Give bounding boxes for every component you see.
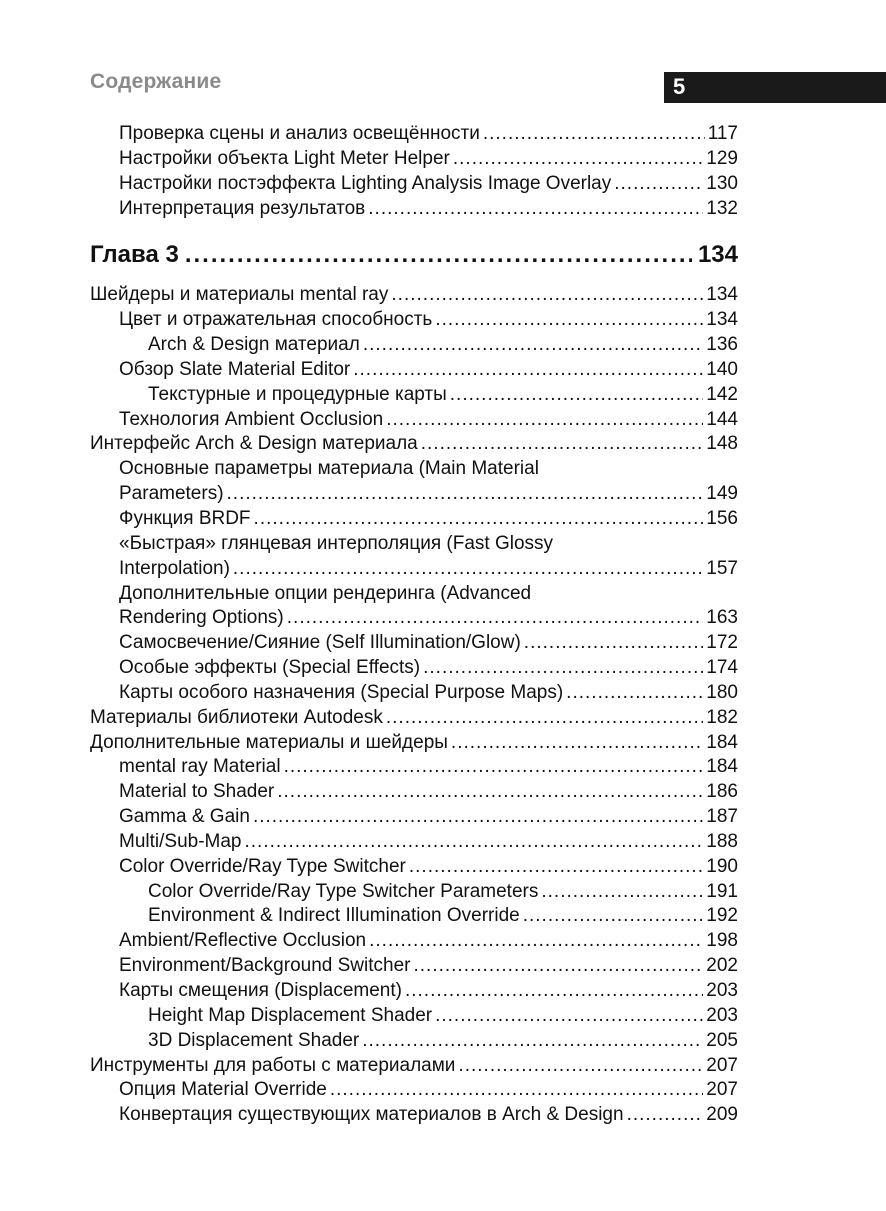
toc-entry <box>90 308 738 333</box>
dot-leader <box>185 232 692 278</box>
toc-entry-title: Функция BRDF <box>119 507 251 529</box>
toc-entry-page: 134 <box>706 309 738 331</box>
dot-leader <box>423 656 703 681</box>
toc-entry <box>90 656 738 681</box>
toc-section-previous <box>90 122 738 221</box>
toc-entry <box>90 954 738 979</box>
toc-entry-page: 148 <box>706 433 738 455</box>
toc-section-chapter <box>90 283 738 1128</box>
toc-entry-title: Color Override/Ray Type Switcher Parameters <box>148 880 539 902</box>
toc-entry-title: Дополнительные материалы и шейдеры <box>90 731 448 753</box>
dot-leader <box>405 979 703 1004</box>
toc-entry-page: 203 <box>706 980 738 1001</box>
toc-entry-page: 188 <box>706 830 738 852</box>
chapter-heading <box>90 232 738 278</box>
toc-entry <box>90 532 738 557</box>
dot-leader <box>277 780 703 805</box>
toc-entry-title: Опция Material Override <box>119 1079 327 1101</box>
toc-entry-page: 132 <box>706 197 738 219</box>
toc-entry-title: Инструменты для работы с материалами <box>90 1054 456 1076</box>
dot-leader <box>368 197 703 222</box>
dot-leader <box>483 122 705 147</box>
toc-entry-page: 207 <box>706 1079 738 1101</box>
toc-entry-page: 209 <box>706 1104 738 1126</box>
toc-entry <box>90 197 738 222</box>
toc-entry <box>90 1004 738 1029</box>
toc-entry <box>90 731 738 756</box>
chapter-title: Глава 3 <box>90 241 179 269</box>
toc-entry-title: Interpolation) <box>119 557 230 579</box>
toc-entry-title: Parameters) <box>119 483 224 505</box>
toc-entry-page: 207 <box>706 1054 738 1076</box>
toc-entry <box>90 1054 738 1079</box>
dot-leader <box>233 557 703 582</box>
toc-entry-title: Environment & Indirect Illumination Override <box>148 905 520 927</box>
toc-entry-page: 184 <box>706 731 738 753</box>
toc-entry-title: Arch & Design материал <box>148 334 360 356</box>
toc-entry-page: 134 <box>706 284 738 306</box>
dot-leader <box>627 1103 704 1128</box>
toc-entry-title: Интерпретация результатов <box>119 197 366 219</box>
toc-entry-page: 129 <box>706 147 738 169</box>
dot-leader <box>330 1078 703 1103</box>
toc-entry-page: 191 <box>706 880 738 902</box>
toc-entry <box>90 557 738 582</box>
dot-leader <box>450 383 704 408</box>
toc-entry-title: Обзор Slate Material Editor <box>119 358 351 380</box>
dot-leader <box>451 731 703 756</box>
toc-entry-title: Дополнительные опции рендеринга (Advanced <box>119 582 532 604</box>
dot-leader <box>254 507 704 532</box>
toc-entry-title: Gamma & Gain <box>119 806 250 828</box>
toc-entry <box>90 147 738 172</box>
table-of-contents <box>90 122 738 1128</box>
toc-entry <box>90 904 738 929</box>
toc-entry <box>90 1078 738 1103</box>
toc-entry <box>90 631 738 656</box>
toc-entry <box>90 333 738 358</box>
toc-entry <box>90 755 738 780</box>
toc-entry <box>90 507 738 532</box>
toc-entry <box>90 582 738 607</box>
toc-entry-title: Интерфейс Arch & Design материала <box>90 433 418 455</box>
toc-entry <box>90 432 738 457</box>
dot-leader <box>409 855 703 880</box>
page-number: 5 <box>673 74 686 99</box>
dot-leader <box>541 880 703 905</box>
toc-entry-page: 190 <box>706 855 738 877</box>
dot-leader <box>253 805 703 830</box>
toc-entry-title: Material to Shader <box>119 781 275 803</box>
dot-leader <box>284 755 704 780</box>
dot-leader <box>386 408 703 433</box>
toc-entry-title: Environment/Background Switcher <box>119 955 411 977</box>
toc-entry-page: 198 <box>706 930 738 952</box>
dot-leader <box>353 358 703 383</box>
toc-entry-title: Ambient/Reflective Occlusion <box>119 930 367 952</box>
toc-entry-page: 163 <box>706 607 738 629</box>
toc-entry-title: Настройки объекта Light Meter Helper <box>119 147 450 169</box>
toc-entry-title: Color Override/Ray Type Switcher <box>119 855 406 877</box>
toc-entry-title: Основные параметры материала (Main Material <box>119 458 539 480</box>
toc-entry-title: Rendering Options) <box>119 607 284 629</box>
toc-entry-title: «Быстрая» глянцевая интерполяция (Fast Glossy <box>119 532 554 554</box>
toc-entry-title: Цвет и отражательная способность <box>119 309 433 331</box>
toc-entry <box>90 408 738 433</box>
toc-entry <box>90 383 738 408</box>
toc-entry <box>90 1103 738 1128</box>
dot-leader <box>363 333 703 358</box>
chapter-page: 134 <box>697 241 738 269</box>
dot-leader <box>287 606 704 631</box>
toc-entry-page: 157 <box>706 557 738 579</box>
toc-entry <box>90 830 738 855</box>
toc-entry-page: 203 <box>706 1004 738 1026</box>
toc-entry-title: Height Map Displacement Shader <box>148 1004 433 1026</box>
toc-entry-page: 130 <box>706 172 738 194</box>
toc-entry-title: Карты смещения (Displacement) <box>119 980 402 1001</box>
toc-entry <box>90 805 738 830</box>
toc-entry <box>90 706 738 731</box>
dot-leader <box>245 830 704 855</box>
toc-entry-page: 140 <box>706 358 738 380</box>
dot-leader <box>435 1004 703 1029</box>
dot-leader <box>413 954 703 979</box>
toc-entry <box>90 929 738 954</box>
dot-leader <box>386 706 703 731</box>
dot-leader <box>369 929 703 954</box>
toc-entry-page: 180 <box>706 681 738 703</box>
toc-entry-page: 136 <box>706 334 738 356</box>
toc-entry-page: 117 <box>707 123 738 144</box>
dot-leader <box>435 308 703 333</box>
toc-entry-title: Текстурные и процедурные карты <box>148 383 447 405</box>
toc-entry-title: 3D Displacement Shader <box>148 1029 360 1051</box>
toc-entry <box>90 358 738 383</box>
toc-entry <box>90 780 738 805</box>
toc-entry-page: 156 <box>706 507 738 529</box>
toc-entry <box>90 122 738 147</box>
toc-entry <box>90 681 738 706</box>
dot-leader <box>421 432 704 457</box>
toc-entry-page: 144 <box>706 408 738 430</box>
dot-leader <box>566 681 703 706</box>
toc-entry <box>90 606 738 631</box>
dot-leader <box>614 172 703 197</box>
toc-entry-title: Шейдеры и материалы mental ray <box>90 284 389 306</box>
toc-entry-title: Карты особого назначения (Special Purpose Maps) <box>119 681 564 703</box>
dot-leader <box>524 631 704 656</box>
toc-entry-title: Настройки постэффекта Lighting Analysis Image Overlay <box>119 172 612 194</box>
toc-entry-title: Особые эффекты (Special Effects) <box>119 657 421 679</box>
toc-entry-title: Самосвечение/Сияние (Self Illumination/Glow) <box>119 632 521 654</box>
toc-entry-title: mental ray Material <box>119 756 281 778</box>
toc-entry-page: 182 <box>706 706 738 728</box>
page-number-tab <box>664 72 886 103</box>
dot-leader <box>362 1029 703 1054</box>
toc-entry-page: 142 <box>706 383 738 405</box>
dot-leader <box>523 904 704 929</box>
toc-entry-title: Технология Ambient Occlusion <box>119 408 384 430</box>
toc-entry-page: 202 <box>706 955 738 977</box>
toc-entry <box>90 979 738 1004</box>
toc-entry-page: 192 <box>706 905 738 927</box>
toc-entry-page: 186 <box>706 781 738 803</box>
dot-leader <box>227 482 704 507</box>
toc-entry <box>90 457 738 482</box>
toc-entry <box>90 172 738 197</box>
toc-entry-page: 184 <box>706 756 738 778</box>
toc-entry-title: Конвертация существующих материалов в Arch & Design <box>119 1104 624 1126</box>
toc-entry-page: 149 <box>706 483 738 505</box>
dot-leader <box>453 147 703 172</box>
toc-entry-page: 174 <box>706 657 738 679</box>
toc-entry <box>90 855 738 880</box>
toc-entry-title: Multi/Sub-Map <box>119 830 242 852</box>
toc-entry-title: Материалы библиотеки Autodesk <box>90 706 383 728</box>
toc-entry-title: Проверка сцены и анализ освещённости <box>119 123 480 144</box>
toc-entry-page: 187 <box>706 806 738 828</box>
toc-entry <box>90 1029 738 1054</box>
toc-entry-page: 205 <box>706 1029 738 1051</box>
toc-entry <box>90 283 738 308</box>
dot-leader <box>391 283 703 308</box>
dot-leader <box>458 1054 703 1079</box>
toc-entry <box>90 482 738 507</box>
toc-entry-page: 172 <box>706 632 738 654</box>
running-header-title: Содержание <box>90 70 222 93</box>
toc-entry <box>90 880 738 905</box>
